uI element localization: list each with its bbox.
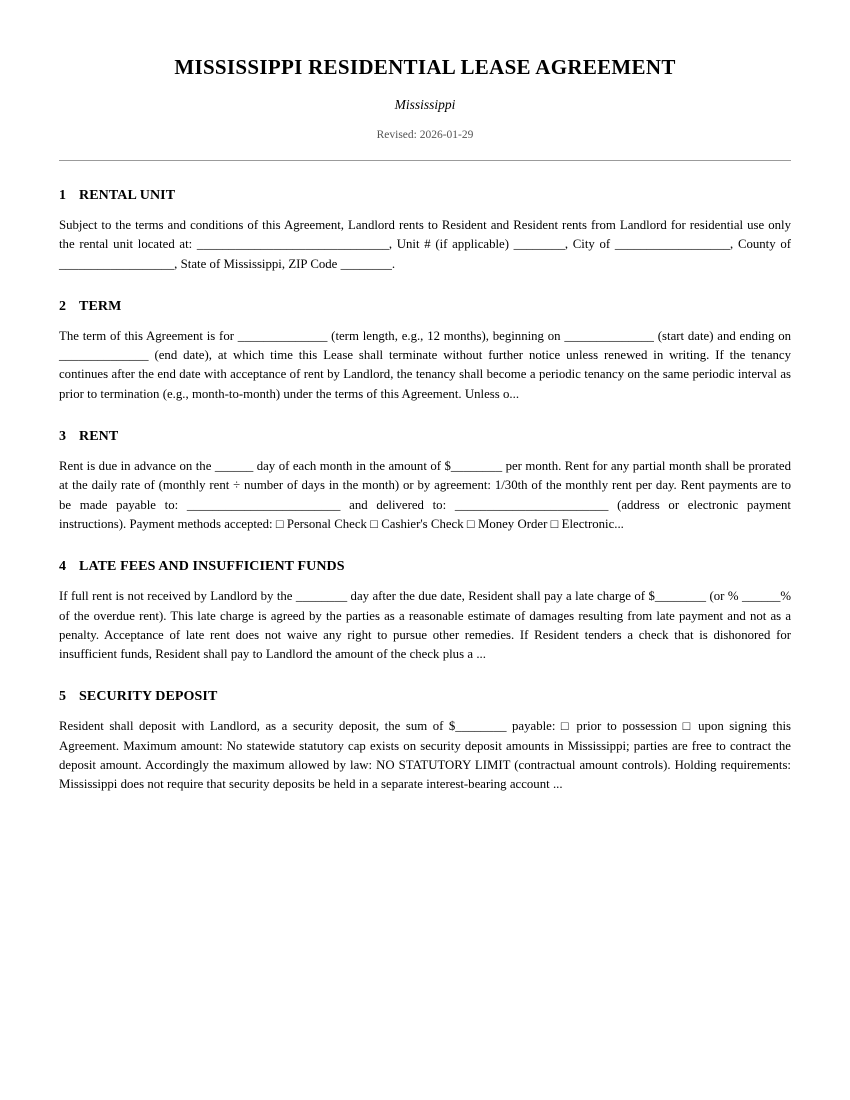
section-body-term: The term of this Agreement is for ______________ (term length, e.g., 12 months), beginning on ______________ (start date) and ending on ______________ (end date), at which time this Lease shall terminate without further notice unless renewed in writing. If the tenancy continues after the end date with acceptance of rent by Landlord, the tenancy shall become a periodic tenancy on the same periodic interval as prior to termination (e.g., month-to-month) under the terms of this Agreement. Unless o...: [59, 328, 791, 401]
section-title: TERM: [79, 298, 122, 314]
section-rental-unit: [59, 187, 791, 274]
section-number: 4: [59, 559, 67, 575]
section-heading-rental-unit: [59, 187, 791, 205]
section-number: 1: [59, 188, 67, 203]
document-revised-date: Revised: 2026-01-29: [376, 129, 474, 141]
section-number: 5: [59, 689, 67, 705]
section-heading-rent: [59, 428, 791, 446]
section-heading-late-fees: [59, 558, 791, 576]
section-security-deposit: [59, 688, 791, 794]
section-body-rent: Rent is due in advance on the ______ day of each month in the amount of $________ per month. Rent for any partial month shall be prorated at the daily rate of (monthly rent ÷ number of days in the month) or by agreement: 1/30th of the monthly rent per day. Rent payments are to be made payable to: ________________________ and delivered to: ________________________ (address or electronic payment instructions). Payment methods accepted: □ Personal Check □ Cashier's Check □ Money Order □ Electronic...: [59, 459, 791, 531]
section-title: SECURITY DEPOSIT: [79, 689, 218, 705]
section-body-security-deposit: Resident shall deposit with Landlord, as a security deposit, the sum of $________ payable: □ prior to possession □ upon signing this Agreement. Maximum amount: No statewide statutory cap exists on security deposit amounts in Mississippi; parties are free to contract the deposit amount. Accordingly the maximum allowed by law: NO STATUTORY LIMIT (contractual amount controls). Holding requirements: Mississippi does not require that security deposits be held in a separate interest-bearing account ...: [59, 719, 791, 792]
section-term: [59, 298, 791, 404]
section-number: 2: [59, 298, 67, 314]
section-late-fees: [59, 558, 791, 664]
section-rent: [59, 428, 791, 534]
header-divider: [59, 160, 791, 161]
section-title: RENT: [79, 429, 119, 445]
section-body-late-fees: If full rent is not received by Landlord by the ________ day after the due date, Resident shall pay a late charge of $________ (or % ______% of the overdue rent). This late charge is agreed by the parties as a reasonable estimate of damages resulting from late payment and not as a penalty. Acceptance of late rent does not waive any right to pursue other remedies. If Resident tenders a check that is dishonored for insufficient funds, Resident shall pay to Landlord the amount of the check plus a ...: [59, 589, 791, 662]
section-title: LATE FEES AND INSUFFICIENT FUNDS: [79, 559, 345, 575]
page-title: MISSISSIPPI RESIDENTIAL LEASE AGREEMENT: [174, 55, 676, 79]
section-heading-term: [59, 298, 791, 316]
section-title: RENTAL UNIT: [79, 188, 176, 203]
section-heading-security-deposit: [59, 688, 791, 706]
section-number: 3: [59, 429, 67, 445]
document-subtitle: Mississippi: [394, 97, 456, 112]
section-body-rental-unit: Subject to the terms and conditions of this Agreement, Landlord rents to Resident and Resident rents from Landlord for residential use only the rental unit located at: ______________________________, Unit # (if applicable) ________, City of __________________, County of __________________, State of Mississippi, ZIP Code ________.: [59, 218, 791, 271]
